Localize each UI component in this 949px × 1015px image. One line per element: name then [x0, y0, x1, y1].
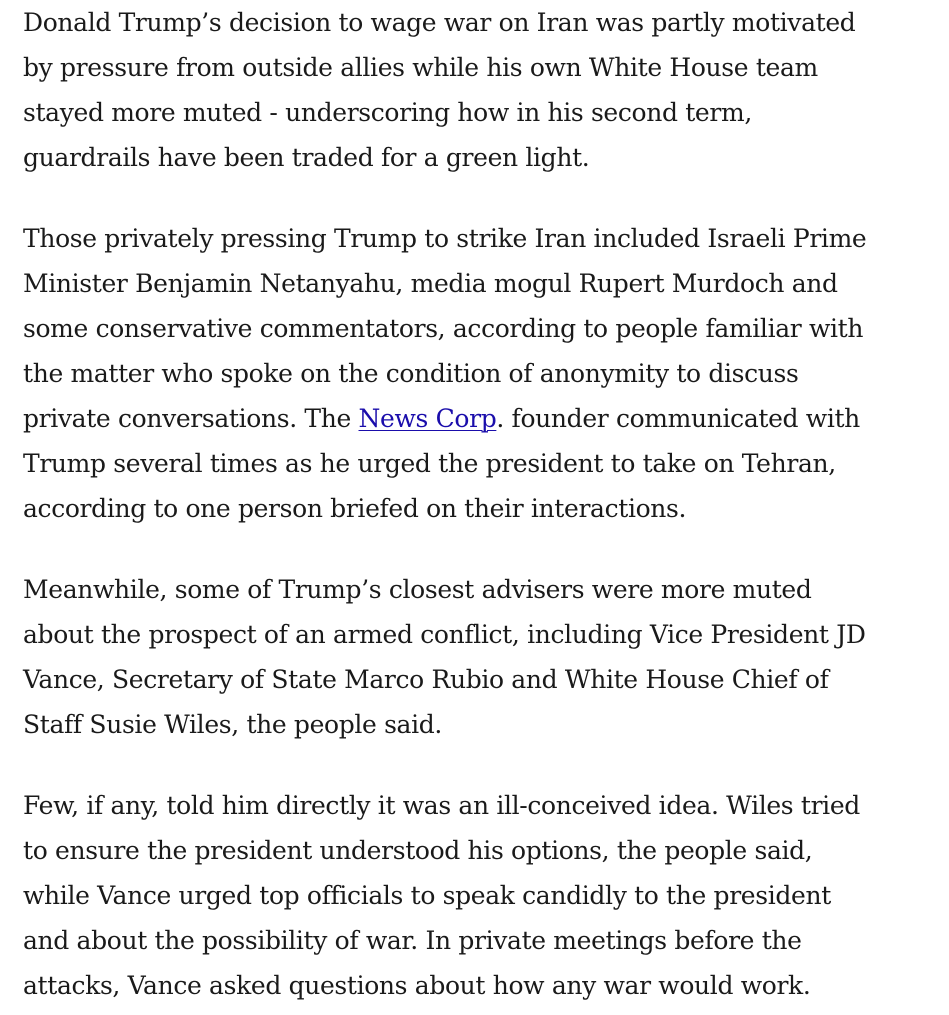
paragraph-line: and about the possibility of war. In private meetings before the	[23, 926, 802, 955]
paragraph-line: according to one person briefed on their interactions.	[23, 494, 687, 523]
paragraph-line: attacks, Vance asked questions about how any war would work.	[23, 971, 811, 1000]
paragraph-line: while Vance urged top officials to speak candidly to the president	[23, 881, 831, 910]
link-line-before-text: private conversations. The	[23, 404, 359, 433]
paragraph-line: about the prospect of an armed conflict, including Vice President JD	[23, 620, 866, 649]
paragraph-line: some conservative commentators, according to people familiar with	[23, 314, 864, 343]
paragraph-line: Few, if any, told him directly it was an ill-conceived idea. Wiles tried	[23, 791, 860, 820]
link-line-after-text: . founder communicated with	[496, 404, 860, 433]
paragraph-1	[23, 0, 855, 180]
paragraph-line: Those privately pressing Trump to strike Iran included Israeli Prime	[23, 224, 867, 253]
paragraph-line: Donald Trump’s decision to wage war on Iran was partly motivated	[23, 8, 856, 37]
paragraph-line: by pressure from outside allies while his own White House team	[23, 53, 818, 82]
paragraph-line: guardrails have been traded for a green light.	[23, 143, 590, 172]
paragraph-line: Meanwhile, some of Trump’s closest advisers were more muted	[23, 575, 812, 604]
paragraph-line: to ensure the president understood his options, the people said,	[23, 836, 813, 865]
paragraph-4	[23, 783, 860, 1008]
paragraph-line: Vance, Secretary of State Marco Rubio and White House Chief of	[23, 665, 829, 694]
paragraph-line: Staff Susie Wiles, the people said.	[23, 710, 443, 739]
news-corp-link[interactable]: News Corp	[358, 404, 497, 433]
paragraph-3	[23, 567, 866, 747]
paragraph-line: stayed more muted - underscoring how in his second term,	[23, 98, 752, 127]
paragraph-line-with-link	[23, 396, 866, 441]
paragraph-line: Minister Benjamin Netanyahu, media mogul Rupert Murdoch and	[23, 269, 838, 298]
paragraph-2	[23, 216, 866, 531]
paragraph-line: the matter who spoke on the condition of anonymity to discuss	[23, 359, 799, 388]
paragraph-line: Trump several times as he urged the president to take on Tehran,	[23, 449, 836, 478]
